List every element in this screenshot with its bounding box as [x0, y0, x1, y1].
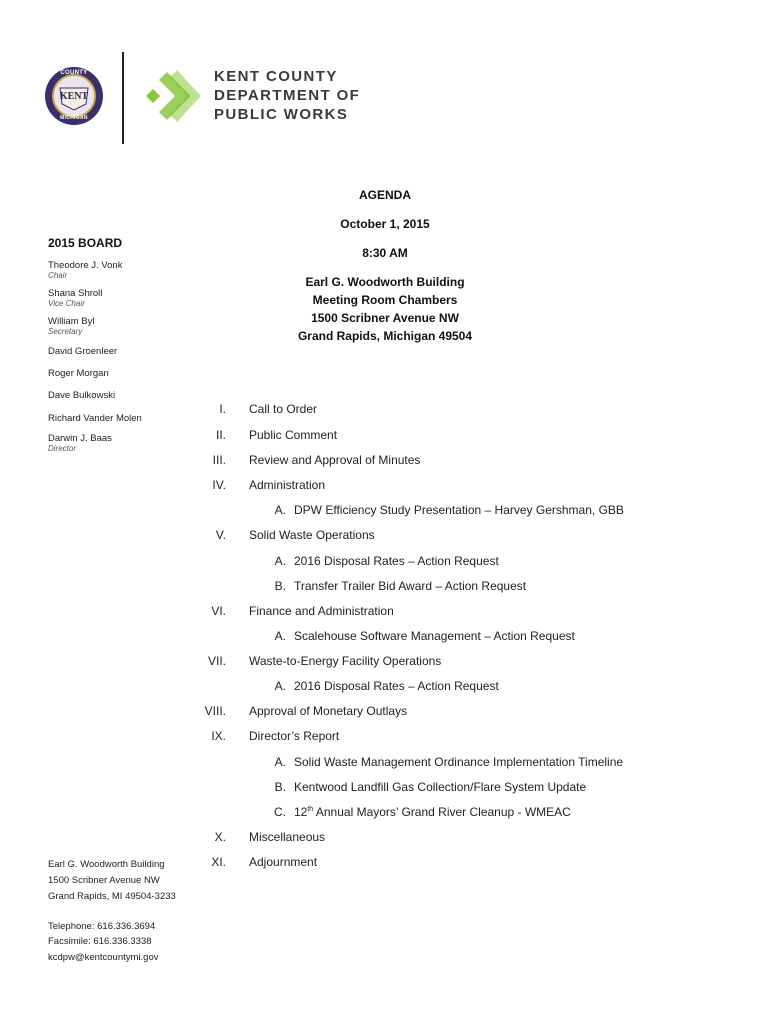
- seal-top-text: COUNTY: [60, 70, 88, 76]
- board-member-name: David Groenleer: [48, 346, 118, 357]
- agenda-subitem-text: DPW Efficiency Study Presentation – Harvey Gershman, GBB: [294, 503, 624, 517]
- agenda-subitem-text: Transfer Trailer Bid Award – Action Request: [294, 579, 527, 593]
- contact-facsimile: Facsimile: 616.336.3338: [48, 936, 152, 947]
- agenda-item-number: I.: [219, 402, 226, 416]
- agenda-item-text: Waste-to-Energy Facility Operations: [249, 654, 442, 668]
- board-member-name: Richard Vander Molen: [48, 413, 142, 424]
- board-member-name: Theodore J. Vonk: [48, 260, 123, 271]
- agenda-item-number: II.: [215, 428, 226, 442]
- agenda-item-text: Call to Order: [249, 402, 318, 416]
- board-title: 2015 BOARD: [48, 236, 123, 250]
- agenda-date: October 1, 2015: [340, 217, 430, 231]
- header-divider: [122, 52, 124, 144]
- contact-address-line: Earl G. Woodworth Building: [48, 859, 165, 870]
- board-member-name: Roger Morgan: [48, 368, 109, 379]
- contact-telephone: Telephone: 616.336.3694: [48, 921, 156, 932]
- agenda-item-text: Adjournment: [249, 855, 318, 869]
- location-line: 1500 Scribner Avenue NW: [311, 311, 459, 325]
- agenda-subitem-text: Kentwood Landfill Gas Collection/Flare System Update: [294, 780, 587, 794]
- agenda-subitem-letter: A.: [274, 679, 286, 693]
- location-line: Earl G. Woodworth Building: [305, 275, 465, 289]
- agenda-subitem-text: [294, 805, 571, 819]
- agenda-item-text: Administration: [249, 478, 326, 492]
- agenda-subitem-letter: B.: [274, 579, 286, 593]
- subitem-text-number: 12: [294, 805, 308, 819]
- agenda-subitem-letter: A.: [274, 755, 286, 769]
- agenda-subitem-letter: A.: [274, 629, 286, 643]
- board-member-name: William Byl: [48, 316, 95, 327]
- agenda-item-number: VI.: [211, 604, 226, 618]
- agenda-item-number: IX.: [211, 729, 226, 743]
- board-member-role: Chair: [48, 271, 68, 280]
- contact-address-line: Grand Rapids, MI 49504-3233: [48, 891, 176, 902]
- subitem-text-rest: Annual Mayors’ Grand River Cleanup - WMEAC: [313, 805, 571, 819]
- board-member-name: Dave Bulkowski: [48, 390, 116, 401]
- agenda-item-number: III.: [212, 453, 226, 467]
- location-line: Meeting Room Chambers: [312, 293, 458, 307]
- agenda-item-number: V.: [215, 528, 226, 542]
- agenda-time: 8:30 AM: [362, 246, 408, 260]
- agenda-item-text: Miscellaneous: [249, 830, 326, 844]
- subitem-text-ordinal: th: [307, 806, 314, 813]
- location-line: Grand Rapids, Michigan 49504: [297, 329, 473, 343]
- agenda-item-text: Approval of Monetary Outlays: [249, 704, 408, 718]
- agenda-subitem-text: Scalehouse Software Management – Action Request: [294, 629, 575, 643]
- org-name-line-3: PUBLIC WORKS: [214, 106, 349, 123]
- agenda-subitem-text: 2016 Disposal Rates – Action Request: [294, 679, 499, 693]
- board-member-name: Darwin J. Baas: [48, 433, 112, 444]
- seal-bottom-text: MICHIGAN: [60, 115, 88, 121]
- agenda-item-number: IV.: [212, 478, 226, 492]
- board-member-name: Shana Shroll: [48, 288, 103, 299]
- agenda-title: AGENDA: [358, 188, 411, 202]
- chevron-logo-icon: [145, 66, 205, 128]
- agenda-subitem-text: 2016 Disposal Rates – Action Request: [294, 554, 499, 568]
- agenda-item-number: XI.: [211, 855, 226, 869]
- agenda-item-number: X.: [214, 830, 226, 844]
- agenda-item-text: Finance and Administration: [249, 604, 394, 618]
- org-name-line-2: DEPARTMENT OF: [214, 87, 361, 104]
- contact-email[interactable]: kcdpw@kentcountymi.gov: [48, 952, 159, 963]
- county-seal-logo: [44, 66, 104, 126]
- board-member-role: Vice Chair: [48, 299, 85, 308]
- agenda-item-number: VIII.: [204, 704, 226, 718]
- agenda-item-number: VII.: [207, 654, 226, 668]
- board-member-role: Director: [48, 444, 77, 453]
- agenda-item-text: Public Comment: [249, 428, 338, 442]
- agenda-subitem-letter: B.: [274, 780, 286, 794]
- agenda-subitem-letter: C.: [274, 805, 286, 819]
- org-name-line-1: KENT COUNTY: [214, 68, 338, 85]
- agenda-item-text: Director’s Report: [249, 729, 340, 743]
- agenda-subitem-letter: A.: [274, 503, 286, 517]
- agenda-item-text: Review and Approval of Minutes: [249, 453, 421, 467]
- board-member-role: Secretary: [48, 327, 83, 336]
- seal-middle-text: KENT: [59, 91, 89, 102]
- contact-address-line: 1500 Scribner Avenue NW: [48, 875, 160, 886]
- agenda-subitem-text: Solid Waste Management Ordinance Implementation Timeline: [294, 755, 624, 769]
- agenda-item-text: Solid Waste Operations: [249, 528, 375, 542]
- agenda-subitem-letter: A.: [274, 554, 286, 568]
